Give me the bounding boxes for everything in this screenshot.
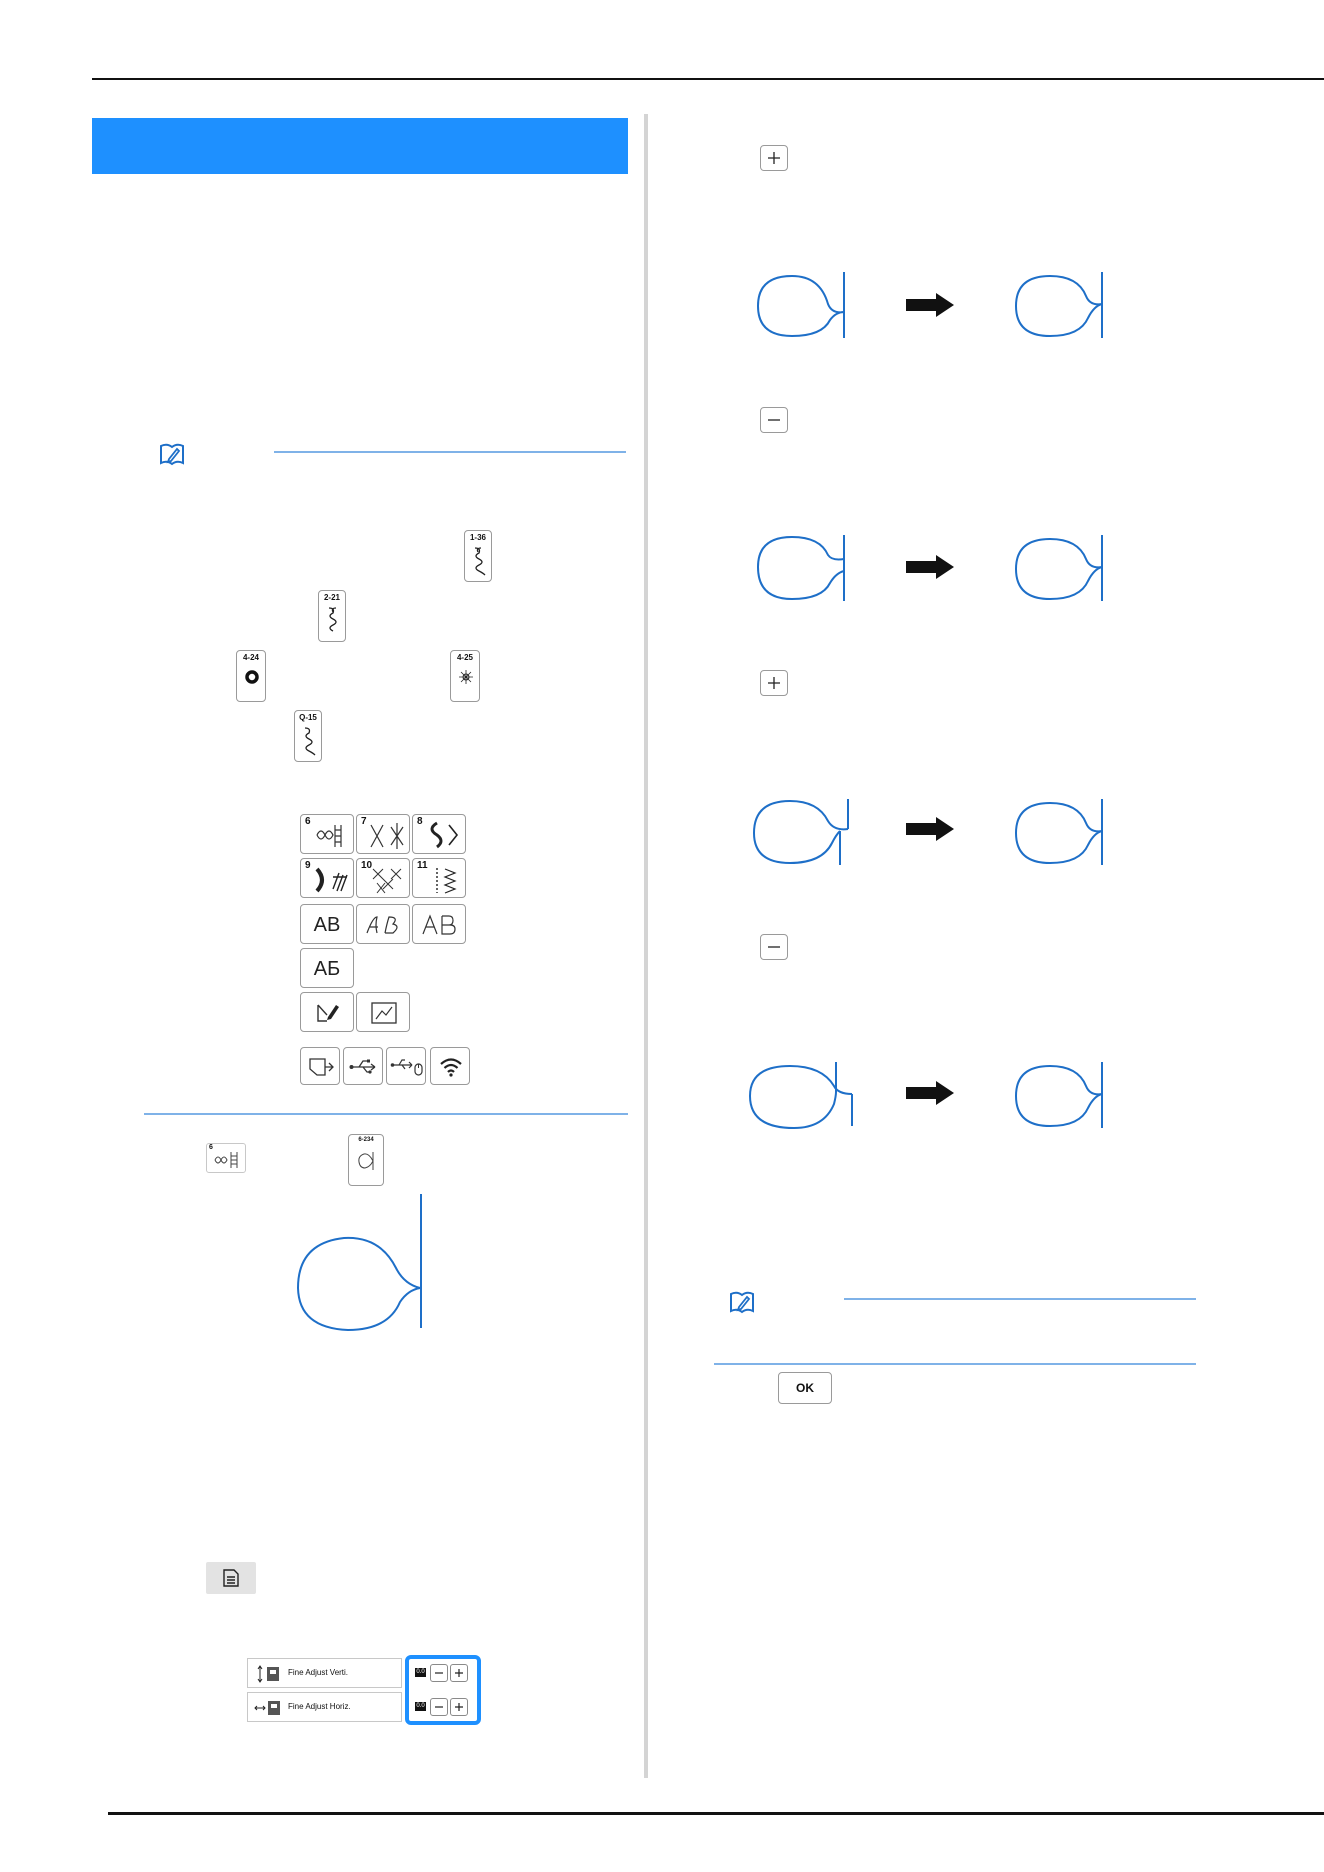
alphabet-sample: АБ — [313, 958, 341, 980]
stitch-key-label: 1-36 — [469, 533, 486, 542]
category-number: 9 — [305, 860, 311, 871]
loop-after-diagram — [1014, 270, 1108, 340]
fine-adjust-horizontal-label: Fine Adjust Horiz. — [288, 1702, 351, 1711]
edit-pen-icon — [315, 1001, 341, 1025]
plus-icon — [454, 1668, 464, 1678]
plus-icon — [767, 676, 781, 690]
category-number: 8 — [417, 816, 423, 827]
stitch-key-label: 6-234 — [358, 1137, 374, 1143]
fine-adjust-horizontal-row — [247, 1692, 402, 1722]
category-number: 7 — [361, 816, 367, 827]
horizontal-minus-key[interactable] — [760, 934, 788, 960]
top-rule — [92, 78, 1324, 80]
outline-letters-icon — [421, 913, 459, 937]
stitch-key-label: 2-21 — [323, 593, 340, 602]
minus-icon — [767, 940, 781, 954]
category-number: 10 — [361, 860, 373, 871]
memory-pocket-icon — [307, 1056, 335, 1078]
decorative-stitch-icon — [313, 821, 351, 851]
horizontal-plus-key[interactable] — [760, 670, 788, 696]
section-heading-banner — [92, 118, 628, 174]
ok-button[interactable]: OK — [778, 1372, 832, 1404]
stitch-pattern-icon — [323, 605, 343, 637]
wifi-icon — [439, 1056, 463, 1078]
stitch-key-1-36[interactable] — [464, 530, 492, 582]
category-tile-alphabet-outline[interactable] — [412, 904, 466, 944]
star-eyelet-icon — [458, 669, 474, 685]
settings-page-button[interactable] — [206, 1562, 256, 1594]
script-letters-icon — [365, 913, 403, 937]
vertical-adjust-icon — [256, 1665, 284, 1683]
fine-adjust-horizontal-value: 0.0 — [416, 1703, 425, 1709]
category-tile-7[interactable] — [356, 814, 410, 854]
usb-mouse-media-tile[interactable] — [386, 1047, 426, 1085]
category-tile-10[interactable] — [356, 858, 410, 898]
cross-stitch-icon — [367, 821, 407, 851]
loop-before-diagram — [752, 797, 852, 867]
category-number: 11 — [417, 860, 428, 871]
usb-icon — [349, 1058, 379, 1076]
loop-after-diagram — [1014, 533, 1108, 603]
loop-after-diagram — [1014, 797, 1108, 867]
horizontal-adjust-icon — [254, 1699, 284, 1717]
my-custom-stitch-tile[interactable] — [300, 992, 354, 1032]
category-number: 6 — [209, 1144, 213, 1151]
fine-adjust-panel — [247, 1655, 481, 1725]
decorative-stitch-icon — [213, 1149, 243, 1171]
fine-adjust-vertical-row — [247, 1658, 402, 1688]
usb-mouse-icon — [390, 1056, 424, 1078]
machine-memory-tile[interactable] — [300, 1047, 340, 1085]
settings-page-icon — [223, 1569, 239, 1587]
vertical-minus-key[interactable] — [760, 407, 788, 433]
loop-stitch-diagram — [296, 1188, 426, 1328]
category-tile-alphabet-cyrillic[interactable] — [300, 948, 354, 988]
stitch-key-6-234[interactable] — [348, 1134, 384, 1186]
column-divider — [644, 114, 648, 1778]
right-arrow-icon — [904, 292, 956, 318]
right-arrow-icon — [904, 554, 956, 580]
minus-icon — [767, 413, 781, 427]
plus-icon — [454, 1702, 464, 1712]
right-arrow-icon — [904, 816, 956, 842]
memo-bottom-line — [714, 1363, 1196, 1365]
eyelet-icon — [244, 669, 260, 685]
vertical-plus-button[interactable] — [450, 1664, 468, 1682]
memo-bottom-line — [144, 1113, 628, 1115]
memo-pencil-icon — [158, 442, 186, 466]
stitch-key-2-21[interactable] — [318, 590, 346, 642]
bottom-rule — [108, 1812, 1324, 1815]
loop-stitch-icon — [355, 1149, 379, 1173]
plus-icon — [767, 151, 781, 165]
memo-top-line — [274, 451, 626, 453]
alphabet-sample: AB — [313, 914, 341, 936]
wireless-lan-tile[interactable] — [430, 1047, 470, 1085]
category-number: 6 — [305, 816, 311, 827]
stitch-key-4-25[interactable] — [450, 650, 480, 702]
vertical-plus-key[interactable] — [760, 145, 788, 171]
loop-after-diagram — [1014, 1060, 1108, 1130]
stitch-key-label: Q-15 — [299, 713, 317, 722]
cross-stitch-icon — [371, 867, 405, 895]
zigzag-stitch-icon — [433, 865, 463, 895]
category-tile-9[interactable] — [300, 858, 354, 898]
stitch-pattern-icon — [299, 725, 319, 757]
minus-icon — [434, 1668, 444, 1678]
category-tile-11[interactable] — [412, 858, 466, 898]
category-tile-6[interactable] — [300, 814, 354, 854]
stitch-key-label: 4-24 — [242, 653, 259, 662]
vertical-minus-button[interactable] — [430, 1664, 448, 1682]
stitch-key-4-24[interactable] — [236, 650, 266, 702]
loop-before-diagram — [756, 533, 850, 603]
stitch-key-label: 4-25 — [456, 653, 473, 662]
category-tile-8[interactable] — [412, 814, 466, 854]
loop-before-diagram — [748, 1060, 858, 1130]
category-tile-alphabet-script[interactable] — [356, 904, 410, 944]
memo-top-line — [844, 1298, 1196, 1300]
right-arrow-icon — [904, 1080, 956, 1106]
horizontal-plus-button[interactable] — [450, 1698, 468, 1716]
horizontal-minus-button[interactable] — [430, 1698, 448, 1716]
satin-stitch-icon — [425, 819, 463, 851]
fine-adjust-vertical-label: Fine Adjust Verti. — [288, 1668, 349, 1677]
fine-adjust-vertical-value: 0.0 — [416, 1669, 425, 1675]
usb-media-tile[interactable] — [343, 1047, 383, 1085]
category-tile-alphabet-gothic[interactable] — [300, 904, 354, 944]
loop-before-diagram — [756, 270, 850, 340]
stitch-pattern-icon — [469, 545, 489, 577]
stitch-key-q-15[interactable] — [294, 710, 322, 762]
category-6-key[interactable] — [206, 1143, 246, 1173]
minus-icon — [434, 1702, 444, 1712]
satin-stitch-icon — [311, 865, 351, 895]
drawing-board-icon — [369, 1001, 399, 1025]
memo-pencil-icon — [728, 1290, 756, 1314]
drawing-stitch-tile[interactable] — [356, 992, 410, 1032]
